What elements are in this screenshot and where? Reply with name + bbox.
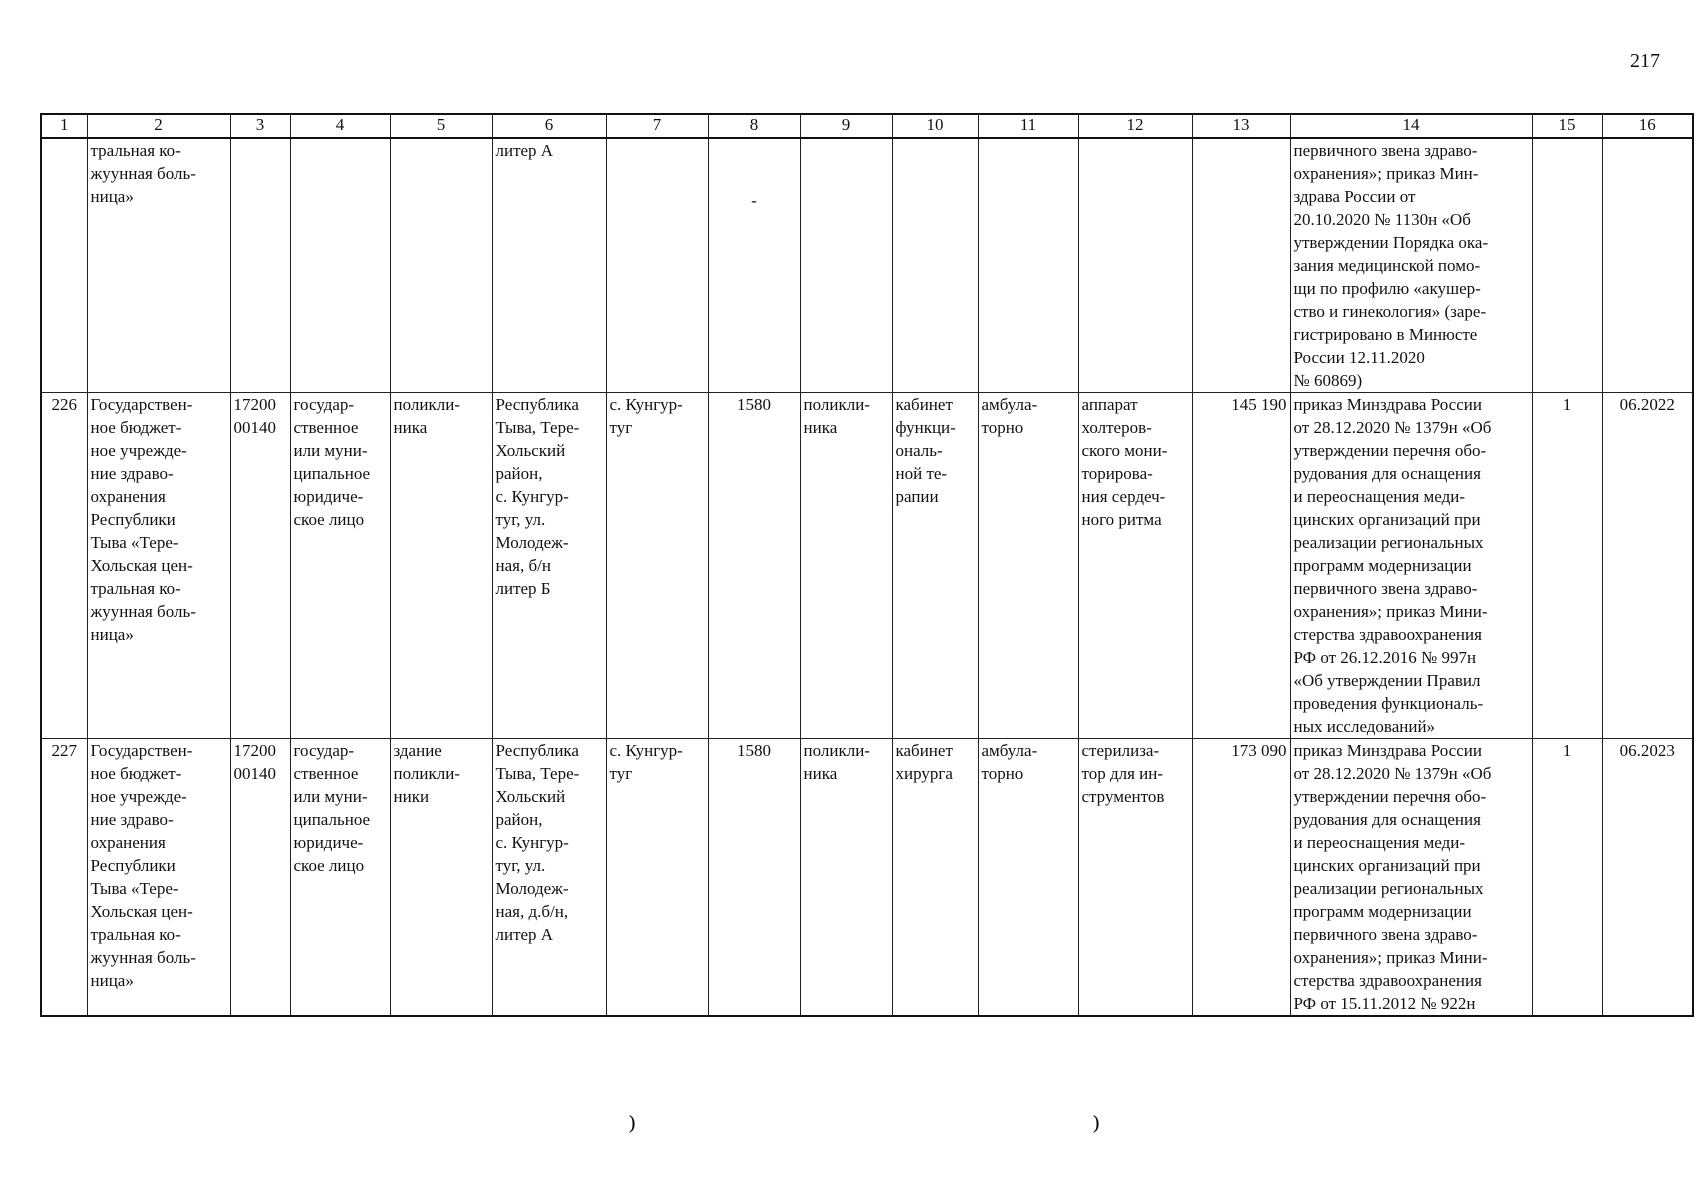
column-header: 3 <box>230 114 290 138</box>
column-header: 9 <box>800 114 892 138</box>
code: 17200 00140 <box>230 393 290 739</box>
locality <box>606 138 708 393</box>
care-condition <box>978 138 1078 393</box>
population <box>708 138 800 393</box>
page-number: 217 <box>1630 50 1660 72</box>
row-number: 226 <box>41 393 87 739</box>
table-row <box>41 739 1693 1017</box>
column-header: 16 <box>1602 114 1693 138</box>
population: 1580 <box>708 739 800 1017</box>
legal-form: государ- ственное или муни- ципальное юридиче- ское лицо <box>290 393 390 739</box>
legal-form <box>290 138 390 393</box>
unit <box>800 138 892 393</box>
facility-type: здание поликли- ники <box>390 739 492 1017</box>
institution-name: тральная ко- жуунная боль- ница» <box>87 138 230 393</box>
address: литер А <box>492 138 606 393</box>
column-header: 11 <box>978 114 1078 138</box>
column-header: 6 <box>492 114 606 138</box>
locality: с. Кунгур- туг <box>606 393 708 739</box>
equipment: стерилиза- тор для ин- струментов <box>1078 739 1192 1017</box>
row-number <box>41 138 87 393</box>
column-number-row <box>41 114 1693 138</box>
column-header: 15 <box>1532 114 1602 138</box>
cabinet: кабинет хирурга <box>892 739 978 1017</box>
date: 06.2022 <box>1602 393 1693 739</box>
column-header: 10 <box>892 114 978 138</box>
column-header: 5 <box>390 114 492 138</box>
equipment-table <box>40 113 1694 1017</box>
cost <box>1192 138 1290 393</box>
column-header: 13 <box>1192 114 1290 138</box>
code <box>230 138 290 393</box>
cabinet <box>892 138 978 393</box>
column-header: 14 <box>1290 114 1532 138</box>
address: Республика Тыва, Тере- Хольский район, с. Кунгур- туг, ул. Молодеж- ная, д.б/н, литер А <box>492 739 606 1017</box>
table-row <box>41 393 1693 739</box>
quantity <box>1532 138 1602 393</box>
column-header: 4 <box>290 114 390 138</box>
unit: поликли- ника <box>800 739 892 1017</box>
population: 1580 <box>708 393 800 739</box>
legal-basis: приказ Минздрава России от 28.12.2020 № 1379н «Об утверждении перечня обо- рудования для оснащения и переоснащения меди- цинских организаций при реализации региональных программ модернизации первичного звена здраво- охранения»; приказ Мини- стерства здравоохранения РФ от 26.12.2016 № 997н «Об утверждении Правил проведения функциональ- ных исследований» <box>1290 393 1532 739</box>
punch-hole-mark: ⁾ <box>628 1110 637 1150</box>
table-row <box>41 138 1693 393</box>
legal-basis: первичного звена здраво- охранения»; приказ Мин- здрава России от 20.10.2020 № 1130н «Об утверждении Порядка ока- зания медицинской помо- щи по профилю «акушер- ство и гинекология» (заре- гистрировано в Минюсте России 12.11.2020 № 60869) <box>1290 138 1532 393</box>
dash-mark: - <box>751 191 757 210</box>
equipment <box>1078 138 1192 393</box>
equipment: аппарат холтеров- ского мони- торирова- ния сердеч- ного ритма <box>1078 393 1192 739</box>
quantity: 1 <box>1532 393 1602 739</box>
date <box>1602 138 1693 393</box>
cost: 173 090 <box>1192 739 1290 1017</box>
address: Республика Тыва, Тере- Хольский район, с. Кунгур- туг, ул. Молодеж- ная, б/н литер Б <box>492 393 606 739</box>
unit: поликли- ника <box>800 393 892 739</box>
facility-type: поликли- ника <box>390 393 492 739</box>
row-number: 227 <box>41 739 87 1017</box>
legal-basis: приказ Минздрава России от 28.12.2020 № 1379н «Об утверждении перечня обо- рудования для оснащения и переоснащения меди- цинских организаций при реализации региональных программ модернизации первичного звена здраво- охранения»; приказ Мини- стерства здравоохранения РФ от 15.11.2012 № 922н <box>1290 739 1532 1017</box>
column-header: 2 <box>87 114 230 138</box>
column-header: 1 <box>41 114 87 138</box>
care-condition: амбула- торно <box>978 393 1078 739</box>
cost: 145 190 <box>1192 393 1290 739</box>
institution-name: Государствен- ное бюджет- ное учрежде- ние здраво- охранения Республики Тыва «Тере- Хольская цен- тральная ко- жуунная боль- ница» <box>87 739 230 1017</box>
column-header: 12 <box>1078 114 1192 138</box>
quantity: 1 <box>1532 739 1602 1017</box>
code: 17200 00140 <box>230 739 290 1017</box>
column-header: 8 <box>708 114 800 138</box>
cabinet: кабинет функци- ональ- ной те- рапии <box>892 393 978 739</box>
column-header: 7 <box>606 114 708 138</box>
care-condition: амбула- торно <box>978 739 1078 1017</box>
legal-form: государ- ственное или муни- ципальное юридиче- ское лицо <box>290 739 390 1017</box>
locality: с. Кунгур- туг <box>606 739 708 1017</box>
facility-type <box>390 138 492 393</box>
date: 06.2023 <box>1602 739 1693 1017</box>
punch-hole-mark: ⁾ <box>1092 1110 1101 1150</box>
institution-name: Государствен- ное бюджет- ное учрежде- ние здраво- охранения Республики Тыва «Тере- Хольская цен- тральная ко- жуунная боль- ница» <box>87 393 230 739</box>
